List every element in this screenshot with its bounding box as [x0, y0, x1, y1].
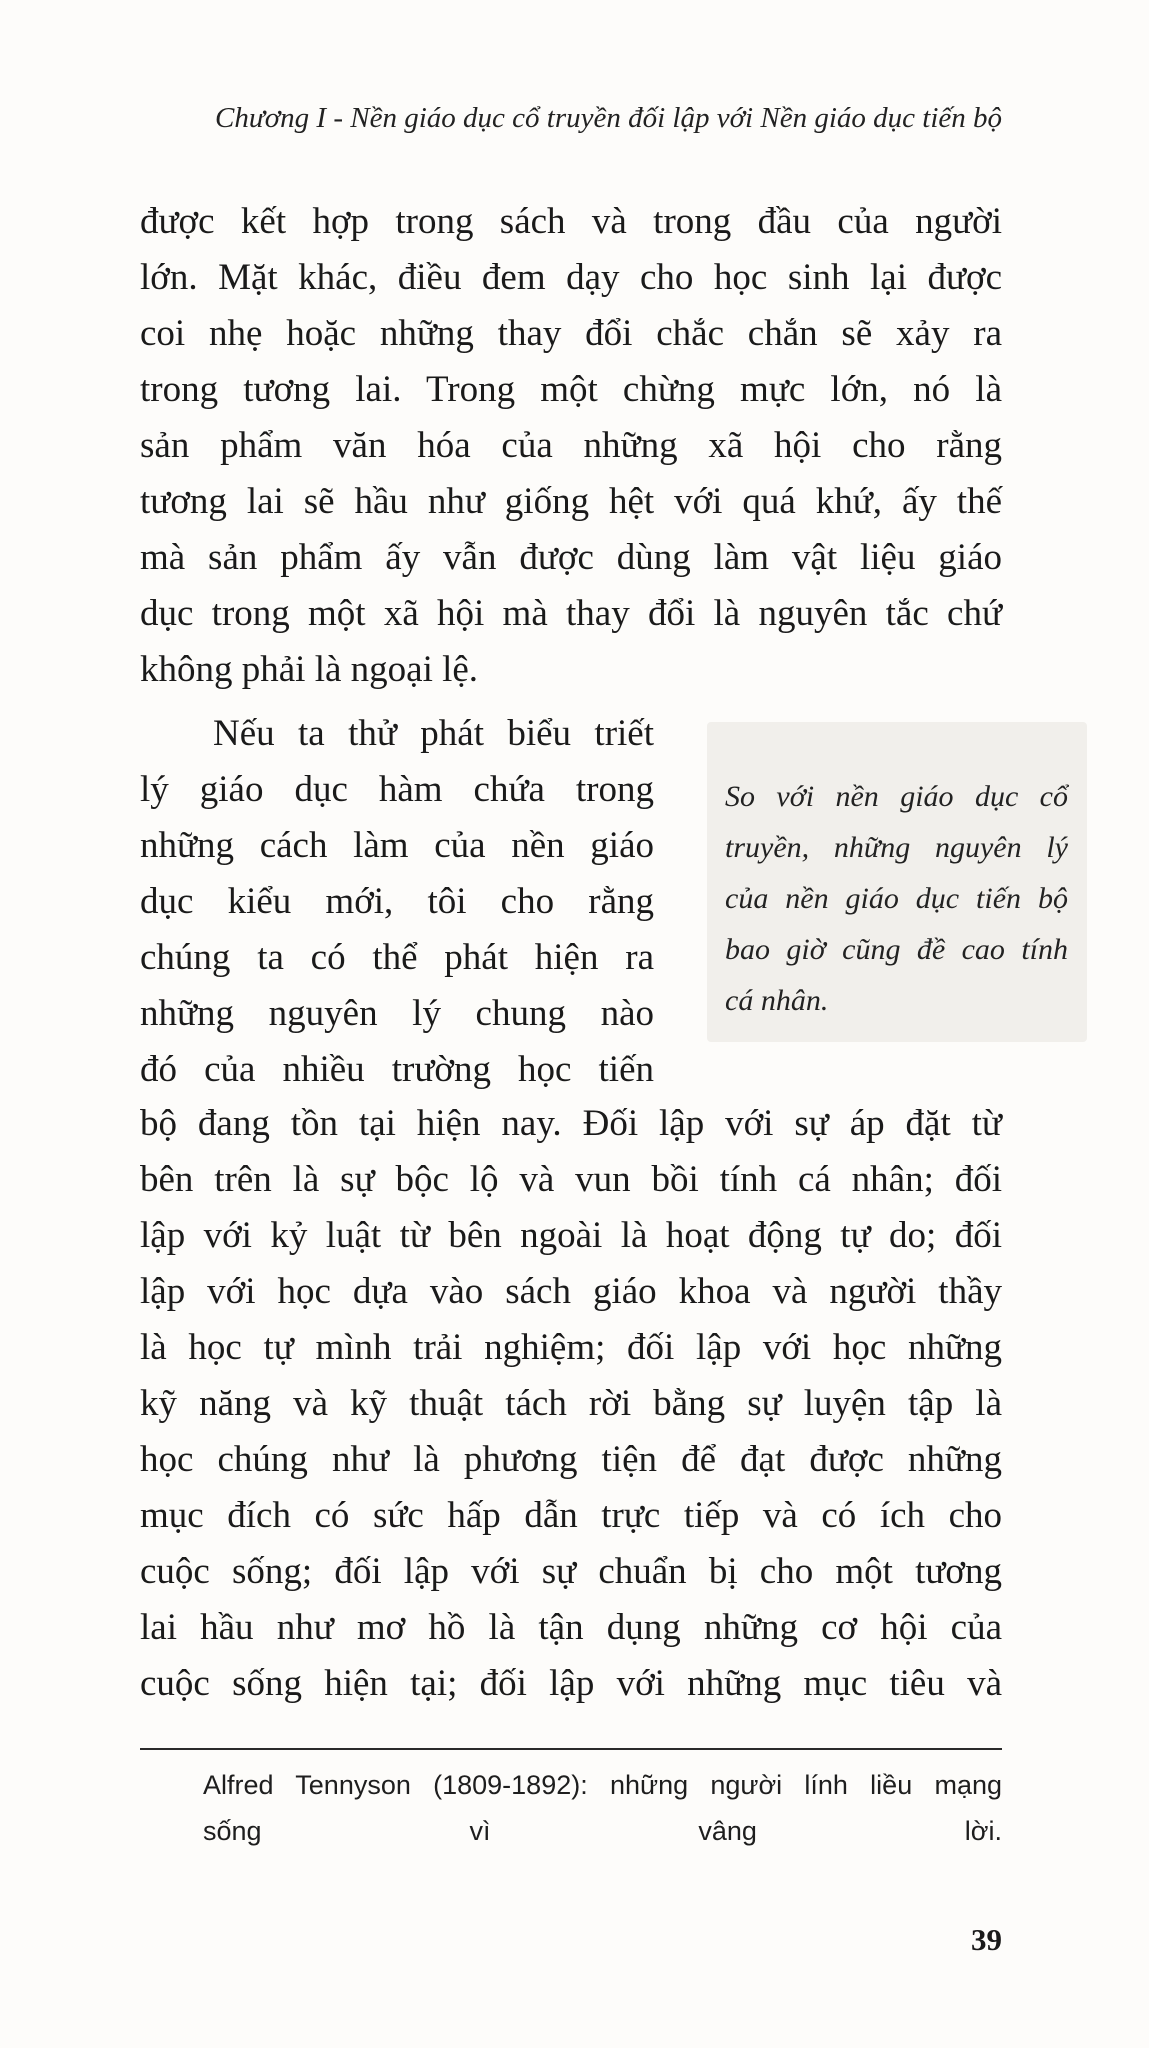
paragraph-wrapped-beside-quote	[140, 706, 654, 1098]
text-line: lập với học dựa vào sách giáo khoa và người thầy	[140, 1271, 1002, 1312]
running-head: Chương I - Nền giáo dục cổ truyền đối lập với Nền giáo dục tiến bộ	[215, 102, 1002, 134]
paragraph-continued	[140, 194, 1002, 698]
text-line: cuộc sống; đối lập với sự chuẩn bị cho một tương	[140, 1551, 1002, 1592]
text-line: lý giáo dục hàm chứa trong	[140, 769, 654, 810]
pull-quote-line: truyền, những nguyên lý	[725, 831, 1068, 864]
text-line: học chúng như là phương tiện để đạt được những	[140, 1439, 1002, 1480]
text-line: đó của nhiều trường học tiến	[140, 1049, 654, 1090]
pull-quote-line: So với nền giáo dục cổ	[725, 780, 1068, 813]
pull-quote-text	[725, 771, 1068, 1026]
footnote-line: sống vì vâng lời.	[203, 1816, 1002, 1846]
footnote-divider	[140, 1748, 1002, 1750]
text-line: bộ đang tồn tại hiện nay. Đối lập với sự áp đặt từ	[140, 1103, 1002, 1144]
text-line: mục đích có sức hấp dẫn trực tiếp và có ích cho	[140, 1495, 1002, 1536]
text-line: dục kiểu mới, tôi cho rằng	[140, 881, 654, 922]
pull-quote-box	[707, 722, 1087, 1042]
text-line: không phải là ngoại lệ.	[140, 649, 479, 690]
pull-quote-line: cá nhân.	[725, 984, 829, 1017]
text-line: trong tương lai. Trong một chừng mực lớn, nó là	[140, 369, 1002, 410]
text-line: Nếu ta thử phát biểu triết	[213, 713, 654, 754]
text-line: mà sản phẩm ấy vẫn được dùng làm vật liệu giáo	[140, 537, 1002, 578]
text-line: những nguyên lý chung nào	[140, 993, 654, 1034]
text-line: dục trong một xã hội mà thay đổi là nguyên tắc chứ	[140, 593, 1002, 634]
pull-quote-line: bao giờ cũng đề cao tính	[725, 933, 1068, 966]
footnote-line: Alfred Tennyson (1809-1892): những người lính liều mạng	[203, 1770, 1002, 1800]
text-line: là học tự mình trải nghiệm; đối lập với học những	[140, 1327, 1002, 1368]
text-line: lập với kỷ luật từ bên ngoài là hoạt động tự do; đối	[140, 1215, 1002, 1256]
pull-quote-line: của nền giáo dục tiến bộ	[725, 882, 1068, 915]
text-line: kỹ năng và kỹ thuật tách rời bằng sự luyện tập là	[140, 1383, 1002, 1424]
text-line: lai hầu như mơ hồ là tận dụng những cơ hội của	[140, 1607, 1002, 1648]
text-line: tương lai sẽ hầu như giống hệt với quá khứ, ấy thế	[140, 481, 1002, 522]
text-line: chúng ta có thể phát hiện ra	[140, 937, 654, 978]
text-line: sản phẩm văn hóa của những xã hội cho rằng	[140, 425, 1002, 466]
page-number: 39	[971, 1922, 1002, 1957]
text-line: được kết hợp trong sách và trong đầu của người	[140, 201, 1002, 242]
text-line: bên trên là sự bộc lộ và vun bồi tính cá nhân; đối	[140, 1159, 1002, 1200]
text-line: lớn. Mặt khác, điều đem dạy cho học sinh lại được	[140, 257, 1002, 298]
text-line: coi nhẹ hoặc những thay đổi chắc chắn sẽ xảy ra	[140, 313, 1002, 354]
text-line: những cách làm của nền giáo	[140, 825, 654, 866]
paragraph-full-width	[140, 1096, 1002, 1712]
text-line: cuộc sống hiện tại; đối lập với những mục tiêu và	[140, 1663, 1002, 1704]
footnote	[203, 1762, 1002, 1854]
